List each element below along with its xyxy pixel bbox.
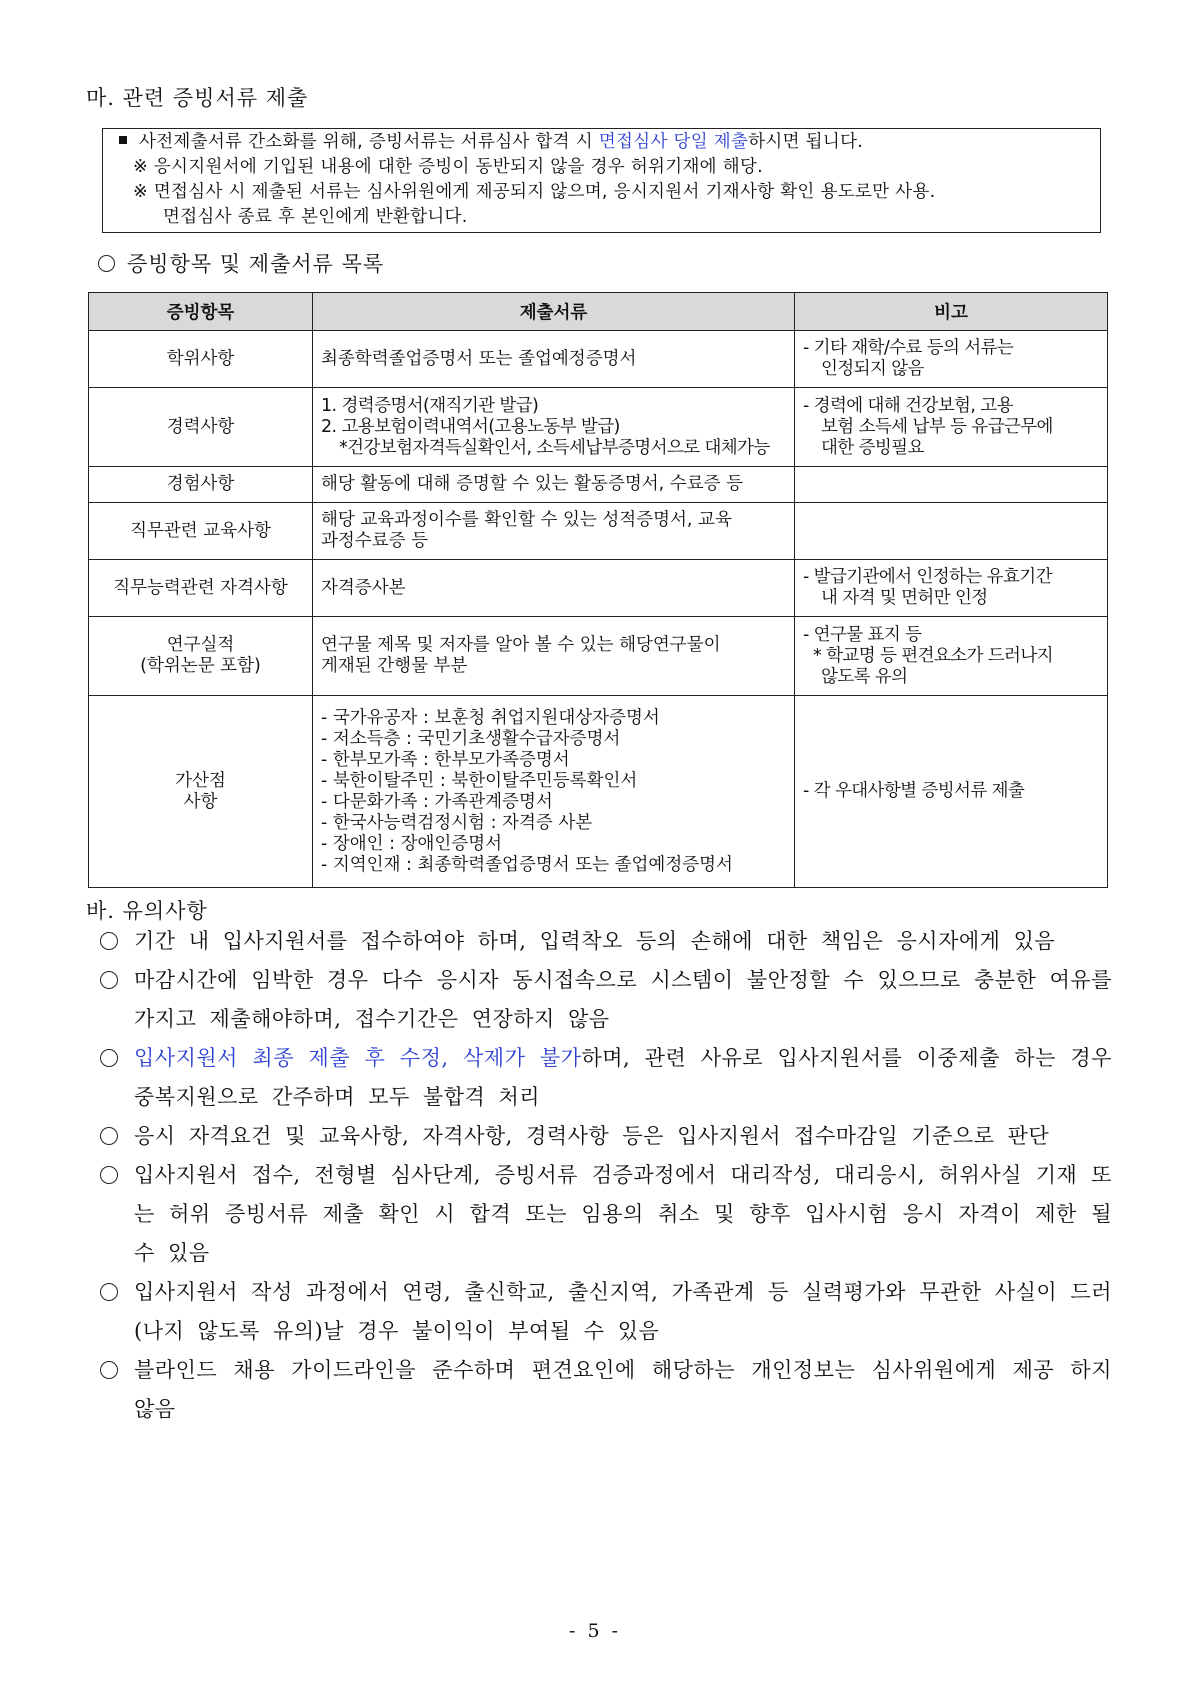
table-row	[89, 560, 1108, 617]
cell-item-line: 학위사항	[166, 348, 235, 369]
note-item	[100, 1273, 1112, 1351]
cell-docs	[313, 503, 795, 560]
note-body: 입사지원서 작성 과정에서 연령, 출신학교, 출신지역, 가족관계 등 실력평가와 무관한 사실이 드러(나지 않도록 유의)날 경우 불이익이 부여될 수 있음	[134, 1280, 1112, 1343]
notes-list	[100, 922, 1112, 1429]
circle-bullet-icon	[100, 1283, 118, 1301]
cell-item	[89, 696, 313, 888]
circle-bullet-icon	[100, 1361, 118, 1379]
note-body: 응시 자격요건 및 교육사항, 자격사항, 경력사항 등은 입사지원서 접수마감일 기준으로 판단	[134, 1124, 1050, 1148]
table-row	[89, 388, 1108, 467]
cell-docs-line: 1. 경력증명서(재직기관 발급)	[321, 395, 539, 416]
cell-note-line: * 학교명 등 편견요소가 드러나지	[813, 645, 1053, 666]
section-ma-title: 마. 관련 증빙서류 제출	[86, 86, 309, 110]
subhead	[98, 248, 384, 278]
cell-item	[89, 467, 313, 503]
cell-docs	[313, 617, 795, 696]
cell-item-line: 연구실적	[166, 635, 235, 655]
cell-docs-line: 연구물 제목 및 저자를 알아 볼 수 있는 해당연구물이	[321, 635, 721, 655]
cell-docs	[313, 467, 795, 503]
cell-docs-line: - 북한이탈주민 : 북한이탈주민등록확인서	[321, 770, 638, 791]
note-text	[134, 922, 1112, 961]
note-text	[134, 1156, 1112, 1273]
cell-docs-line: - 한부모가족 : 한부모가족증명서	[321, 749, 570, 770]
cell-docs-line: - 지역인재 : 최종학력졸업증명서 또는 졸업예정증명서	[321, 854, 733, 875]
cell-docs-line: 해당 교육과정이수를 확인할 수 있는 성적증명서, 교육	[321, 510, 732, 530]
note-text	[134, 1039, 1112, 1117]
evidence-table	[88, 292, 1108, 888]
cell-note-line: 인정되지 않음	[821, 359, 924, 379]
circle-bullet-icon	[100, 932, 118, 950]
page-number: - 5 -	[568, 1620, 621, 1642]
cell-note-line: - 각 우대사항별 증빙서류 제출	[803, 781, 1025, 801]
cell-item	[89, 388, 313, 467]
cell-docs-line: *건강보험자격득실확인서, 소득세납부증명서으로 대체가능	[339, 437, 770, 458]
note-text	[134, 1117, 1112, 1156]
cell-docs	[313, 560, 795, 617]
cell-note-line: - 연구물 표지 등	[803, 624, 922, 645]
cell-note	[795, 503, 1108, 560]
notice-line-3: ※ 면접심사 시 제출된 서류는 심사위원에게 제공되지 않으며, 응시지원서 기재사항 확인 용도로만 사용.	[133, 182, 936, 202]
note-body: 기간 내 입사지원서를 접수하여야 하며, 입력착오 등의 손해에 대한 책임은 응시자에게 있음	[134, 929, 1056, 953]
table-row	[89, 503, 1108, 560]
cell-docs	[313, 696, 795, 888]
circle-bullet-icon	[100, 1049, 118, 1067]
cell-item-line: 직무능력관련 자격사항	[113, 577, 288, 598]
note-item	[100, 922, 1112, 961]
note-item	[100, 1351, 1112, 1429]
notice-line-4: 면접심사 종료 후 본인에게 반환합니다.	[163, 207, 468, 227]
notice-highlight: 면접심사 당일 제출	[598, 132, 749, 152]
note-body: 마감시간에 임박한 경우 다수 응시자 동시접속으로 시스템이 불안정할 수 있으므로 충분한 여유를 가지고 제출해야하며, 접수기간은 연장하지 않음	[134, 968, 1112, 1031]
cell-docs-line: 자격증사본	[321, 577, 406, 598]
note-body: 입사지원서 접수, 전형별 심사단계, 증빙서류 검증과정에서 대리작성, 대리응시, 허위사실 기재 또는 허위 증빙서류 제출 확인 시 합격 또는 임용의 취소 및 향후 입사시험 응시 자격이 제한 될 수 있음	[134, 1163, 1112, 1265]
cell-item-line: 가산점	[175, 770, 226, 791]
note-text	[134, 1273, 1112, 1351]
cell-item	[89, 331, 313, 388]
cell-note	[795, 388, 1108, 467]
note-body: 하며, 관련 사유로 입사지원서를 이중제출 하는 경우 중복지원으로 간주하며 모두 불합격 처리	[134, 1046, 1113, 1109]
cell-note-line: 보험 소득세 납부 등 유급근무에	[821, 416, 1053, 437]
cell-note-line: - 발급기관에서 인정하는 유효기간	[803, 567, 1052, 587]
note-text	[134, 1351, 1112, 1429]
cell-note	[795, 467, 1108, 503]
circle-bullet-icon	[100, 1127, 118, 1145]
cell-item-line: 경력사항	[166, 416, 235, 437]
cell-note-line: 내 자격 및 면허만 인정	[821, 588, 988, 608]
note-text	[134, 961, 1112, 1039]
cell-docs-line: 2. 고용보험이력내역서(고용노동부 발급)	[321, 416, 620, 437]
notice-line-2: ※ 응시지원서에 기입된 내용에 대한 증빙이 동반되지 않을 경우 허위기재에 해당.	[133, 157, 764, 177]
cell-docs	[313, 331, 795, 388]
cell-note	[795, 331, 1108, 388]
cell-item	[89, 617, 313, 696]
table-header-row	[89, 293, 1108, 331]
cell-note-line: 않도록 유의	[821, 666, 908, 687]
note-highlight: 입사지원서 최종 제출 후 수정, 삭제가 불가	[134, 1046, 582, 1070]
cell-note	[795, 560, 1108, 617]
cell-note-line: 대한 증빙필요	[821, 437, 924, 458]
cell-docs	[313, 388, 795, 467]
cell-item	[89, 503, 313, 560]
note-body: 블라인드 채용 가이드라인을 준수하며 편견요인에 해당하는 개인정보는 심사위원에게 제공 하지 않음	[134, 1358, 1112, 1421]
cell-docs-line: 게재된 간행물 부분	[321, 656, 468, 676]
square-bullet-icon	[119, 136, 127, 144]
header-item: 증빙항목	[89, 293, 313, 331]
circle-bullet-icon	[100, 1166, 118, 1184]
header-note: 비고	[795, 293, 1108, 331]
note-item	[100, 1156, 1112, 1273]
cell-item	[89, 560, 313, 617]
section-ba-title: 바. 유의사항	[86, 899, 208, 923]
table-row	[89, 696, 1108, 888]
cell-note	[795, 696, 1108, 888]
cell-docs-line: - 국가유공자 : 보훈청 취업지원대상자증명서	[321, 707, 660, 728]
notice-line-1: 사전제출서류 간소화를 위해, 증빙서류는 서류심사 합격 시 면접심사 당일 제출하시면 됩니다.	[116, 130, 1100, 155]
note-item	[100, 1039, 1112, 1117]
cell-item-line: 경험사항	[166, 474, 235, 494]
cell-docs-line: 해당 활동에 대해 증명할 수 있는 활동증명서, 수료증 등	[321, 474, 743, 494]
cell-note	[795, 617, 1108, 696]
cell-item-line: (학위논문 포함)	[140, 656, 261, 676]
table-row	[89, 617, 1108, 696]
cell-note-line: - 경력에 대해 건강보험, 고용	[803, 395, 1013, 416]
circle-bullet-icon	[98, 255, 115, 272]
note-item	[100, 1117, 1112, 1156]
cell-docs-line: - 저소득층 : 국민기초생활수급자증명서	[321, 728, 621, 749]
cell-docs-line: 최종학력졸업증명서 또는 졸업예정증명서	[321, 348, 637, 369]
cell-docs-line: - 한국사능력검정시험 : 자격증 사본	[321, 812, 593, 833]
notice-box	[102, 128, 1101, 233]
cell-item-line: 직무관련 교육사항	[130, 520, 271, 541]
header-docs: 제출서류	[313, 293, 795, 331]
cell-docs-line: - 다문화가족 : 가족관계증명서	[321, 791, 553, 812]
table-row	[89, 331, 1108, 388]
cell-docs-line: - 장애인 : 장애인증명서	[321, 833, 503, 854]
circle-bullet-icon	[100, 971, 118, 989]
subhead-title: 증빙항목 및 제출서류 목록	[127, 252, 385, 276]
cell-note-line: - 기타 재학/수료 등의 서류는	[803, 338, 1014, 358]
note-item	[100, 961, 1112, 1039]
cell-item-line: 사항	[183, 791, 218, 812]
table-row	[89, 467, 1108, 503]
cell-docs-line: 과정수료증 등	[321, 531, 428, 551]
